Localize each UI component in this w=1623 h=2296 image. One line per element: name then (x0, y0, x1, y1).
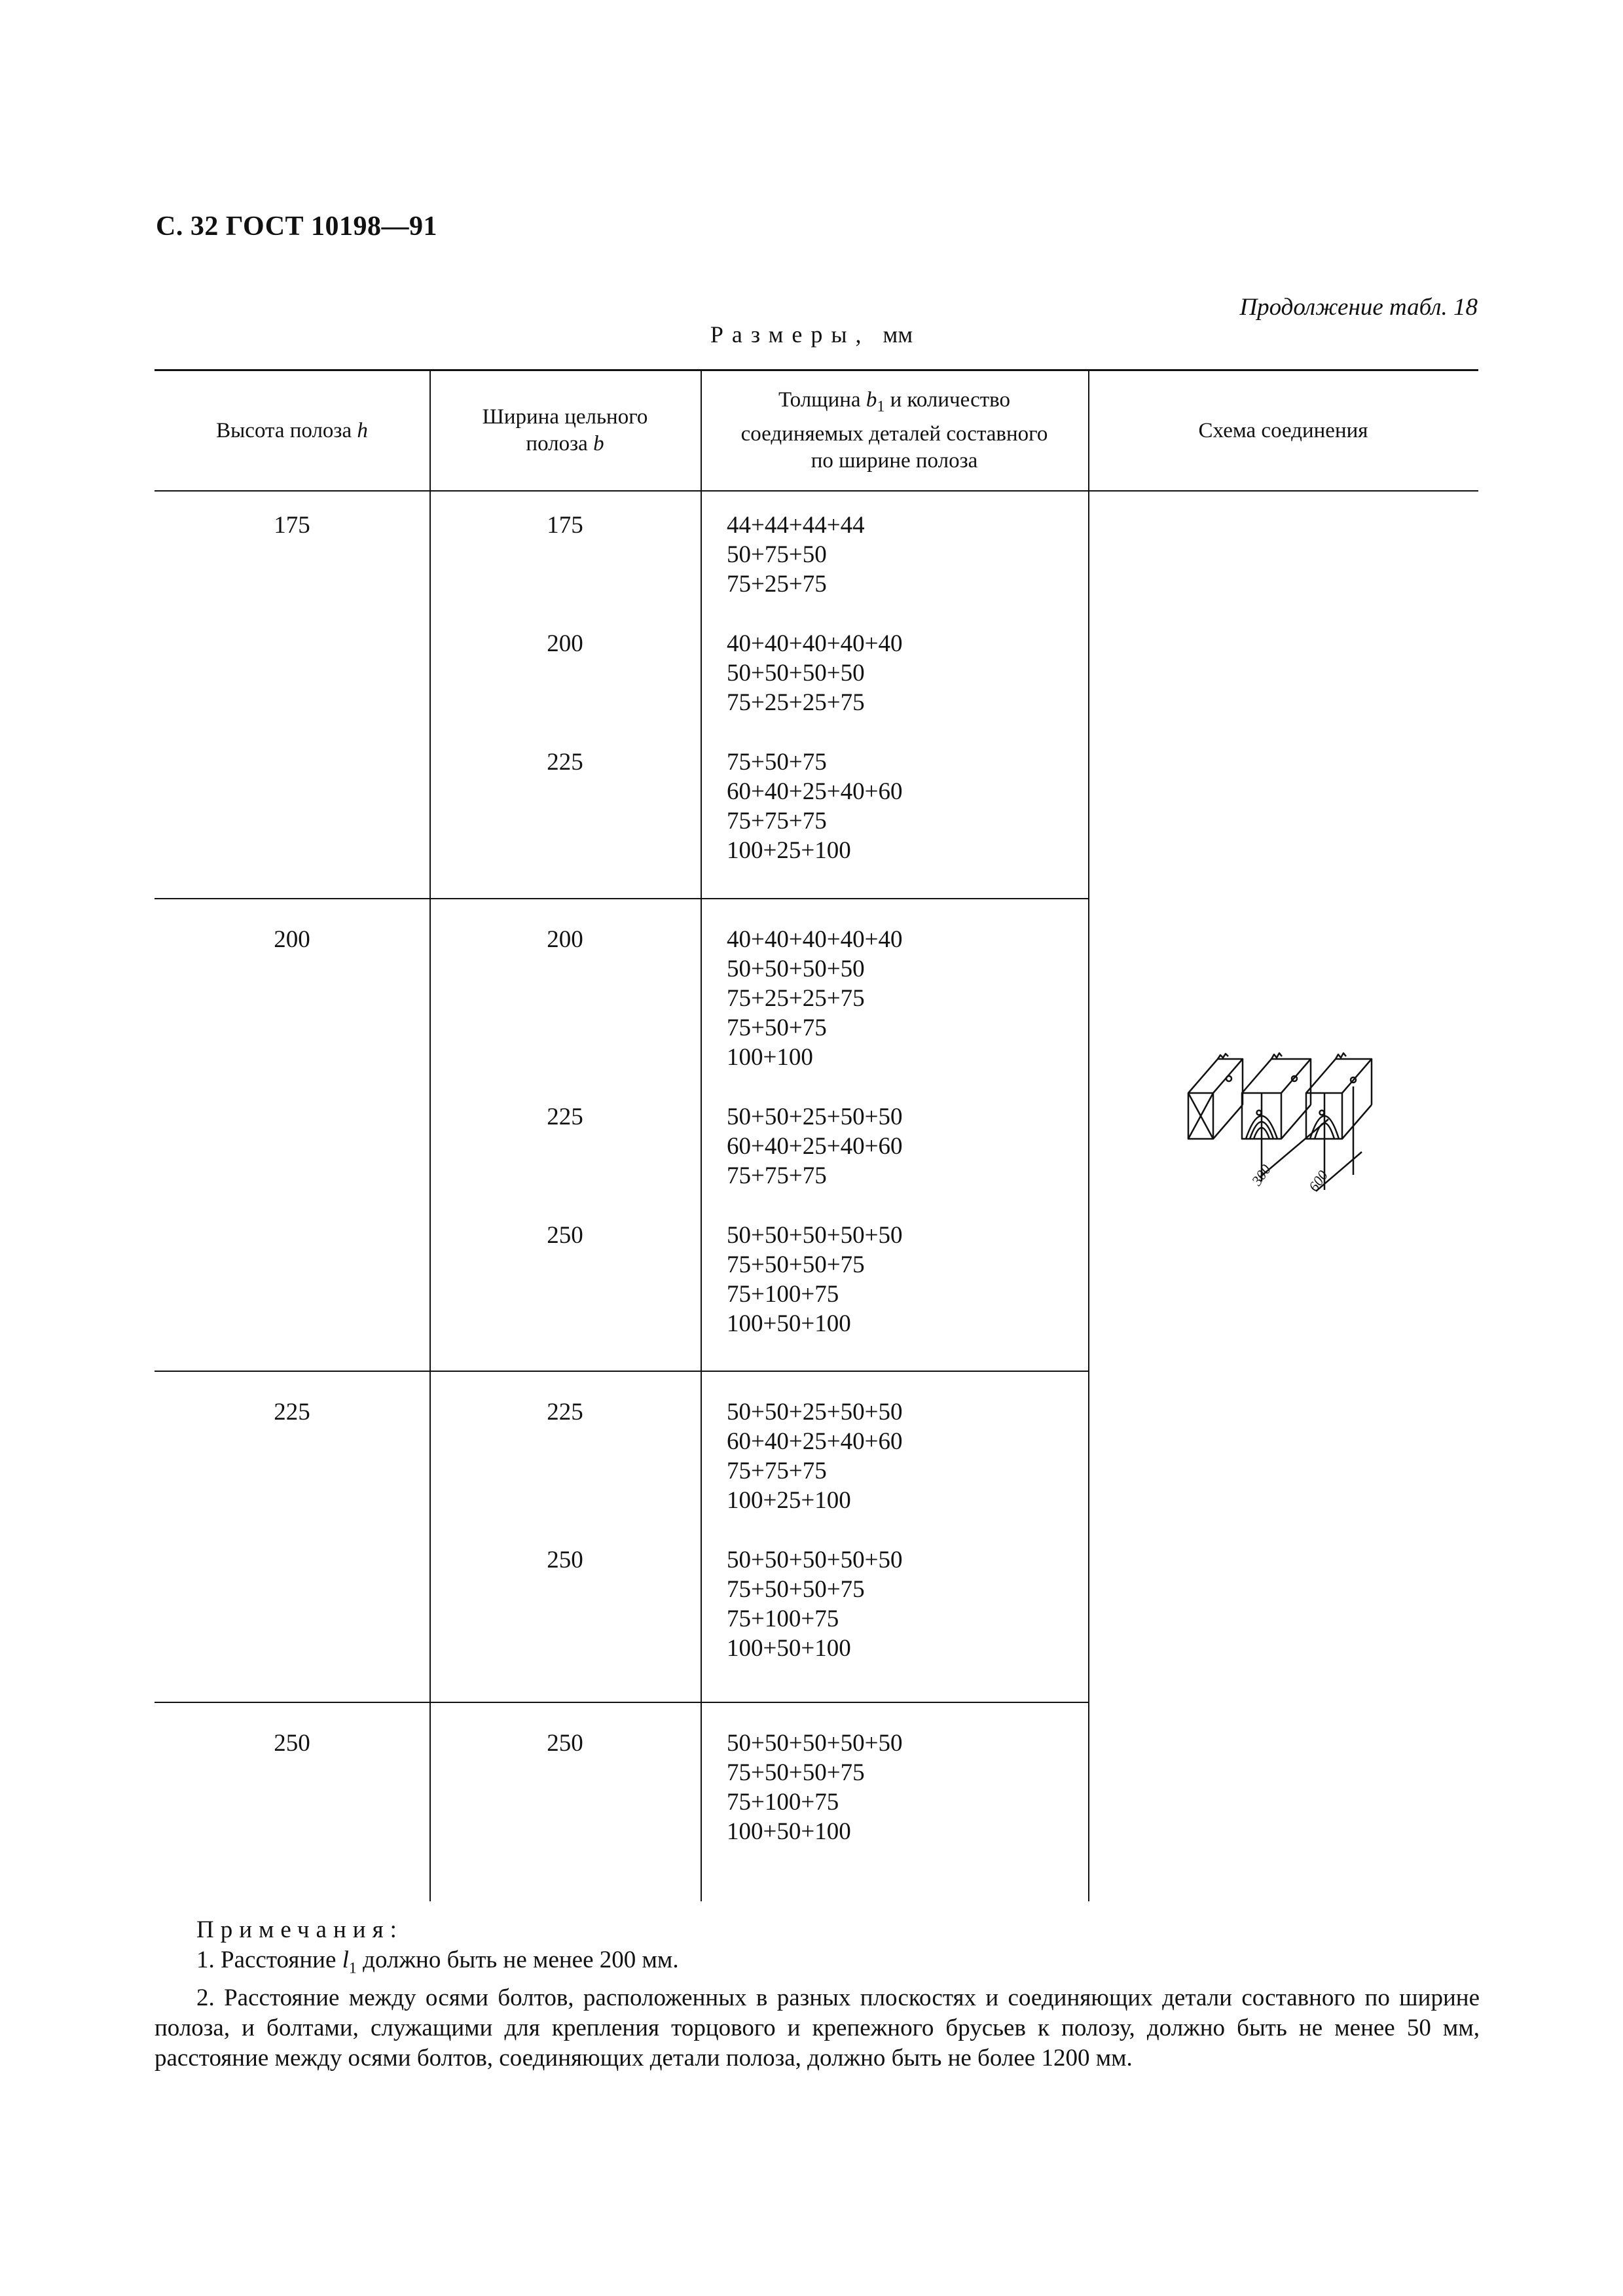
column-header-width: Ширина цельного полоза b (482, 405, 648, 456)
dimension-label: 300 (1248, 1161, 1275, 1189)
thickness-option: 100+50+100 (727, 1635, 851, 1662)
thickness-option: 100+50+100 (727, 1818, 851, 1845)
row-group-divider (155, 1702, 1089, 1703)
thickness-option: 50+75+50 (727, 541, 827, 568)
thickness-option: 75+75+75 (727, 808, 827, 834)
note-1: 1. Расстояние $l_1$ должно быть не менее 200 мм. (196, 1946, 679, 1977)
column-header-height: Высота полоза h (216, 418, 368, 442)
thickness-option: 100+50+100 (727, 1310, 851, 1337)
connection-scheme-diagram (1182, 1041, 1404, 1198)
thickness-option: 50+50+50+50 (727, 660, 865, 687)
thickness-option: 50+50+25+50+50 (727, 1399, 903, 1426)
thickness-option: 40+40+40+40+40 (727, 926, 903, 953)
thickness-option: 50+50+25+50+50 (727, 1103, 903, 1130)
thickness-option: 75+75+75 (727, 1458, 827, 1484)
thickness-option: 60+40+25+40+60 (727, 778, 903, 805)
height-value: 225 (274, 1399, 310, 1426)
thickness-option: 75+100+75 (727, 1605, 839, 1632)
units-caption (0, 321, 1623, 348)
page-title: С. 32 ГОСТ 10198—91 (156, 211, 438, 242)
height-value: 250 (274, 1730, 310, 1757)
height-value: 200 (274, 926, 310, 953)
dimensions-table (155, 369, 1478, 1901)
width-value: 225 (547, 1103, 583, 1130)
width-value: 200 (547, 926, 583, 953)
width-value: 200 (547, 630, 583, 657)
connection-scheme-drawing (1182, 1041, 1404, 1198)
dimension-label: 600 (1305, 1167, 1332, 1194)
notes-title: Примечания: (196, 1916, 403, 1943)
notes-section (155, 1915, 1480, 2073)
thickness-option: 50+50+50+50+50 (727, 1222, 903, 1249)
units-label: Размеры, (710, 321, 870, 348)
thickness-option: 75+50+50+75 (727, 1251, 865, 1278)
thickness-option: 100+100 (727, 1044, 813, 1071)
width-value: 250 (547, 1547, 583, 1573)
thickness-option: 50+50+50+50+50 (727, 1547, 903, 1573)
thickness-option: 75+75+75 (727, 1162, 827, 1189)
column-divider (701, 371, 702, 1901)
thickness-option: 75+50+75 (727, 749, 827, 776)
width-value: 250 (547, 1222, 583, 1249)
column-header-thickness: Толщина $b_1$ и количество соединяемых деталей составного по ширине полоза (740, 388, 1048, 473)
column-divider (429, 371, 431, 1901)
width-value: 175 (547, 512, 583, 539)
thickness-option: 75+100+75 (727, 1789, 839, 1816)
table-continuation-label: Продолжение табл. 18 (1239, 294, 1478, 321)
width-value: 225 (547, 1399, 583, 1426)
thickness-option: 75+50+50+75 (727, 1576, 865, 1603)
thickness-option: 60+40+25+40+60 (727, 1133, 903, 1160)
thickness-option: 75+25+25+75 (727, 689, 865, 716)
column-header-scheme: Схема соединения (1198, 418, 1368, 442)
thickness-option: 50+50+50+50+50 (727, 1730, 903, 1757)
thickness-option: 100+25+100 (727, 1487, 851, 1514)
row-group-divider (155, 1371, 1089, 1372)
header-divider (155, 490, 1478, 492)
thickness-option: 40+40+40+40+40 (727, 630, 903, 657)
row-group-divider (155, 898, 1089, 899)
thickness-option: 75+25+75 (727, 571, 827, 598)
thickness-option: 44+44+44+44 (727, 512, 865, 539)
thickness-option: 75+100+75 (727, 1281, 839, 1308)
height-value: 175 (274, 512, 310, 539)
thickness-option: 100+25+100 (727, 837, 851, 864)
thickness-option: 50+50+50+50 (727, 956, 865, 982)
note-2: 2. Расстояние между осями болтов, расположенных в разных плоскостях и соединяющих детали составного по ширине полоза, и болтами, служащими для крепления торцового и крепежного брусьев к полозу, должно быть не менее 50 мм, расстояние между осями болтов, соединяющих детали полоза, должно быть не более 1200 мм. (155, 1984, 1480, 2072)
thickness-option: 75+25+25+75 (727, 985, 865, 1012)
width-value: 225 (547, 749, 583, 776)
width-value: 250 (547, 1730, 583, 1757)
units-unit: мм (883, 321, 913, 348)
thickness-option: 75+50+75 (727, 1014, 827, 1041)
thickness-option: 60+40+25+40+60 (727, 1428, 903, 1455)
column-divider (1088, 371, 1089, 1901)
thickness-option: 75+50+50+75 (727, 1759, 865, 1786)
